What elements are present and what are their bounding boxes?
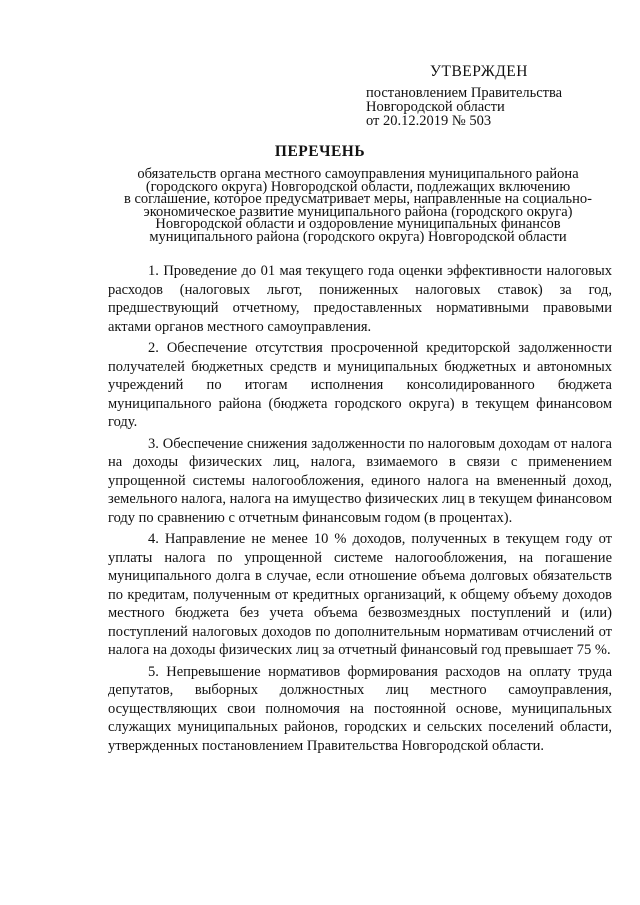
approval-stamp bbox=[366, 62, 616, 128]
paragraph-5: 5. Непревышение нормативов формирования расходов на оплату труда депутатов, выборных должностных лиц местного самоуправления, осуществляющих свои полномочия на постоянной основе, муниципальных служащих муниципальных районов, городских и сельских поселений области, утвержденных постановлением Правительства Новгородской области. bbox=[108, 663, 612, 754]
approval-line: постановлением Правительства bbox=[366, 85, 563, 101]
document-subtitle bbox=[100, 168, 616, 243]
document-body bbox=[108, 262, 612, 758]
paragraph-4: 4. Направление не менее 10 % доходов, полученных в текущем году от уплаты налога по упрощенной системе налогообложения, на погашение муниципального долга в случае, если отношение объема долговых обязательств по кредитам, полученным от кредитных организаций, к общему объему доходов местного бюджета без учета объема безвозмездных поступлений и (или) поступлений налоговых доходов по дополнительным нормативам отчислений от налога на доходы физических лиц за отчетный финансовый год превышает 75 %. bbox=[108, 531, 612, 658]
paragraph-3: 3. Обеспечение снижения задолженности по налоговым доходам от налога на доходы физических лиц, налога, взимаемого в связи с применением упрощенной системы налогообложения, единого налога на вмененный доход, земельного налога, налога на имущество физических лиц в текущем финансовом году по сравнению с отчетным финансовым годом (в процентах). bbox=[108, 435, 612, 526]
approval-line: Новгородской области bbox=[366, 99, 505, 115]
subtitle-line: в соглашение, которое предусматривает меры, направленные на социально- bbox=[123, 191, 593, 207]
paragraph-1: 1. Проведение до 01 мая текущего года оценки эффективности налоговых расходов (налоговых льгот, пониженных налоговых ставок) за год, предшествующий отчетному, предоставленных нормативными правовыми актами органов местного самоуправления. bbox=[108, 263, 612, 335]
subtitle-line: муниципального района (городского округа) Новгородской области bbox=[149, 228, 567, 245]
subtitle-line: экономическое развитие муниципального района (городского округа) bbox=[143, 203, 573, 220]
approval-title: УТВЕРЖДЕН bbox=[430, 63, 528, 80]
paragraph-2: 2. Обеспечение отсутствия просроченной кредиторской задолженности получателей бюджетных средств и муниципальных бюджетных и автономных учреждений по итогам исполнения консолидированного бюджета муниципального района (бюджета городского округа) в текущем финансовом году. bbox=[108, 340, 612, 430]
subtitle-line: (городского округа) Новгородской области, подлежащих включению bbox=[145, 178, 571, 195]
approval-line: от 20.12.2019 № 503 bbox=[366, 113, 492, 129]
subtitle-line: Новгородской области и оздоровление муниципальных финансов bbox=[155, 216, 561, 232]
subtitle-line: обязательств органа местного самоуправления муниципального района bbox=[137, 166, 579, 182]
document-title: ПЕРЕЧЕНЬ bbox=[274, 143, 366, 160]
